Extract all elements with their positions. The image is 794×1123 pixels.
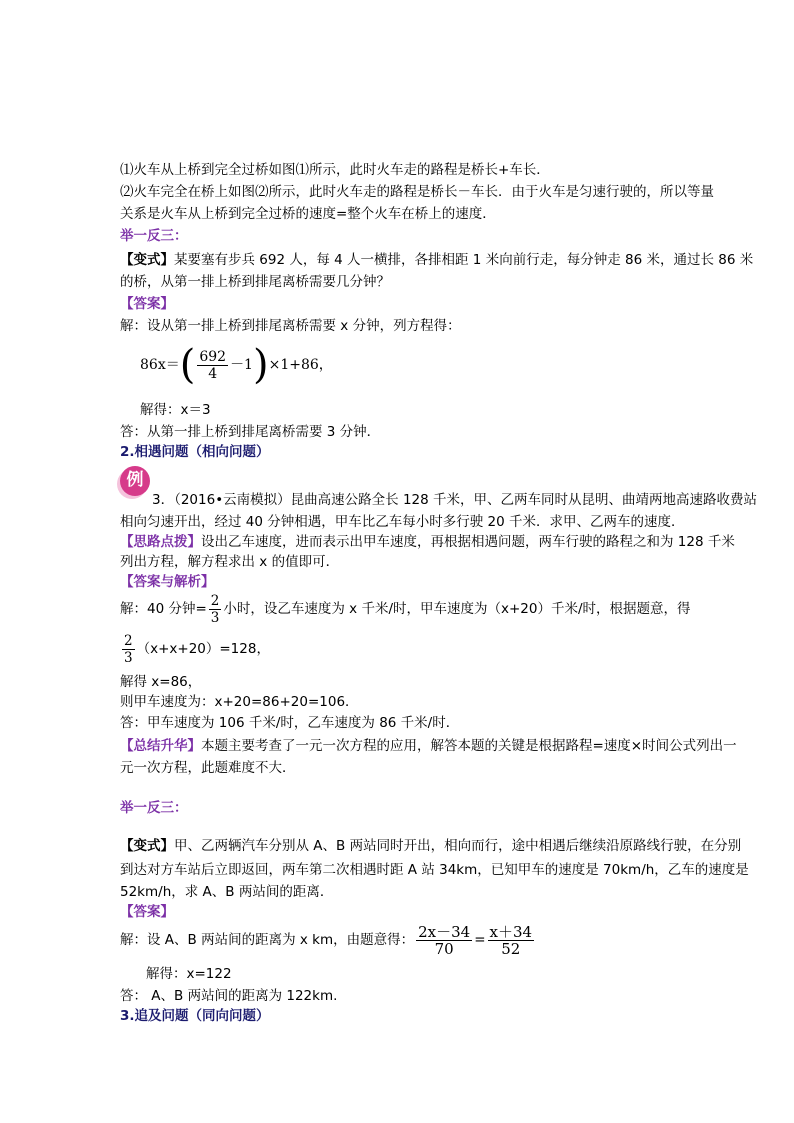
variant-text: 甲、乙两辆汽车分别从 A、B 两站同时开出，相向而行，途中相遇后继续沿原路线行驶，在分别	[174, 838, 742, 854]
frac-numerator: 692	[199, 348, 227, 365]
hint-line: 列出方程，解方程求出 x 的值即可．	[120, 554, 340, 570]
section-heading: 举一反三：	[120, 228, 188, 244]
answer-tag: 【答案】	[120, 296, 174, 312]
summary-text: 本题主要考查了一元一次方程的应用，解答本题的关键是根据路程=速度×时间公式列出一	[201, 738, 737, 754]
frac-denominator: 4	[208, 365, 218, 382]
variant-tag: 【变式】	[120, 252, 174, 268]
solution-line	[120, 592, 691, 626]
eq-post: （x+x+20）=128，	[136, 641, 270, 657]
frac-denominator: 70	[434, 939, 454, 958]
example-badge-icon: 例	[120, 466, 150, 496]
sol-post: 小时，设乙车速度为 x 千米/时，甲车速度为（x+20）千米/时，根据题意，得	[223, 601, 691, 617]
variant-tag: 【变式】	[120, 838, 174, 854]
hint-tag: 【思路点拨】	[120, 534, 201, 550]
equation-2	[120, 632, 270, 666]
summary-tag: 【总结升华】	[120, 738, 201, 754]
result-line: 解得：x=122	[146, 966, 232, 982]
answer-tag: 【答案】	[120, 904, 174, 920]
example-question-line: 相向匀速开出，经过 40 分钟相遇，甲车比乙车每小时多行驶 20 千米．求甲、乙两车的速度．	[120, 514, 685, 530]
result-line: 解得：x＝3	[140, 402, 211, 418]
result-line: 解得 x=86，	[120, 674, 202, 690]
eq-right: ×1+86，	[268, 357, 333, 373]
equals-sign: =	[474, 932, 486, 948]
hint-text: 设出乙车速度，进而表示出甲车速度，再根据相遇问题，两车行驶的路程之和为 128 千米	[201, 534, 735, 550]
frac-denominator: 52	[501, 939, 521, 958]
final-answer: 答：从第一排上桥到排尾离桥需要 3 分钟．	[120, 424, 381, 440]
answer-analysis-tag: 【答案与解析】	[120, 574, 215, 590]
paragraph-line: ⑴火车从上桥到完全过桥如图⑴所示，此时火车走的路程是桥长+车长．	[120, 162, 550, 178]
variant-question-line: 到达对方车站后立即返回，两车第二次相遇时距 A 站 34km，已知甲车的速度是 70km/h，乙车的速度是	[120, 862, 749, 878]
solution-line	[120, 920, 536, 960]
frac-numerator: 2	[124, 632, 133, 649]
variant-question-line: 的桥，从第一排上桥到排尾离桥需要几分钟？	[120, 274, 390, 290]
variant-question-line: 52km/h，求 A、B 两站间的距离．	[120, 884, 334, 900]
eq-inner: －1	[230, 357, 253, 373]
section-heading: 举一反三：	[120, 800, 188, 816]
summary-line: 元一次方程，此题难度不大．	[120, 760, 296, 776]
final-answer: 答： A、B 两站间的距离为 122km.	[120, 988, 338, 1004]
solution-line: 解：设从第一排上桥到排尾离桥需要 x 分钟，列方程得：	[120, 318, 461, 334]
variant-question-line	[120, 836, 741, 856]
frac-denominator: 3	[124, 649, 133, 666]
frac-denominator: 3	[210, 609, 220, 626]
final-answer: 答：甲车速度为 106 千米/时，乙车速度为 86 千米/时．	[120, 715, 460, 731]
section-title: 3.追及问题（同向问题）	[120, 1008, 270, 1024]
summary-line	[120, 736, 737, 756]
equation-1: 86x＝( $\frac{692}{4}$ －1)×1+86，	[140, 342, 333, 388]
example-question-line: 3．（2016•云南模拟）昆曲高速公路全长 128 千米，甲、乙两车同时从昆明、曲靖两地高速路收费站	[152, 492, 758, 508]
sol-pre: 解：40 分钟=	[120, 601, 207, 617]
variant-question-line	[120, 250, 753, 270]
frac-numerator: x＋34	[489, 922, 533, 941]
paragraph-line: ⑵火车完全在桥上如图⑵所示，此时火车走的路程是桥长－车长．由于火车是匀速行驶的，所以等量	[120, 184, 714, 200]
hint-line	[120, 532, 735, 552]
sol-pre: 解：设 A、B 两站间的距离为 x km，由题意得：	[120, 932, 415, 948]
frac-numerator: 2	[210, 592, 220, 609]
result-line: 则甲车速度为：x+20=86+20=106．	[120, 694, 359, 710]
variant-text: 某要塞有步兵 692 人，每 4 人一横排，各排相距 1 米向前行走，每分钟走 86 米，通过长 86 米	[174, 252, 754, 268]
paragraph-line: 关系是火车从上桥到完全过桥的速度=整个火车在桥上的速度．	[120, 206, 496, 222]
eq-left: 86x＝	[140, 357, 180, 373]
frac-numerator: 2x－34	[418, 922, 471, 941]
section-title: 2.相遇问题（相向问题）	[120, 444, 270, 460]
